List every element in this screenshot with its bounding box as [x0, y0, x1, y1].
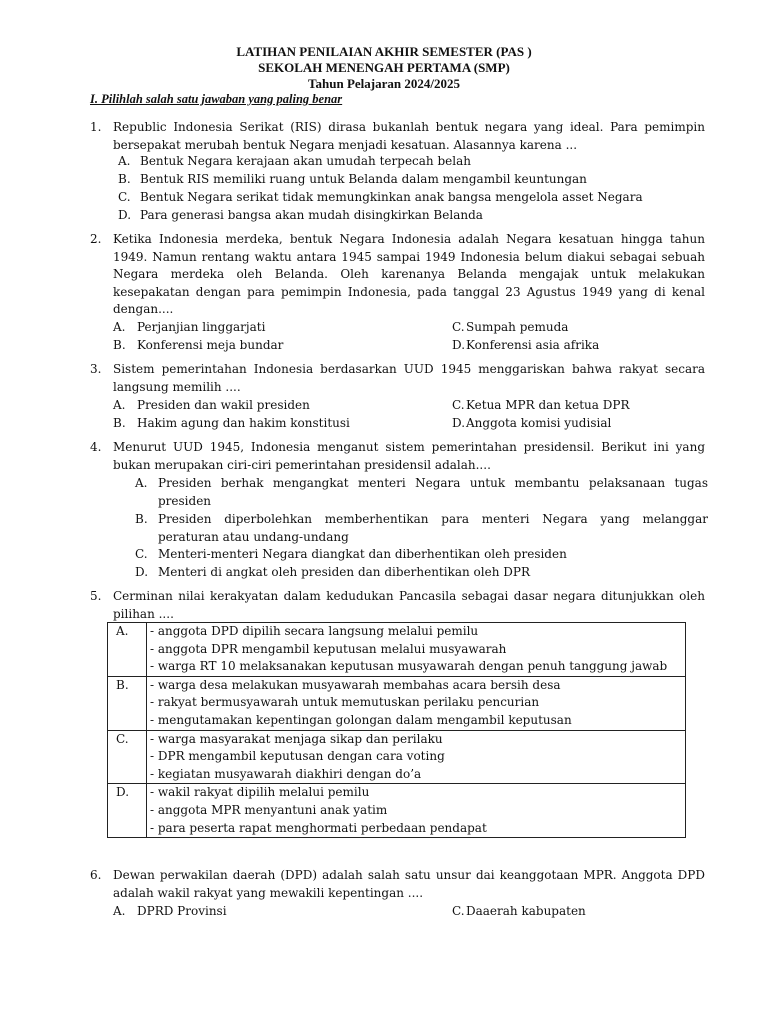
option-a: [113, 903, 227, 921]
option-text: Konferensi asia afrika: [466, 338, 600, 352]
row-letter: D.: [108, 784, 147, 838]
option-letter: C.: [452, 904, 465, 918]
row-line: - anggota DPR mengambil keputusan melalui musyawarah: [150, 641, 507, 656]
option-b: [113, 337, 283, 355]
option-c: [452, 903, 586, 921]
option-text: Bentuk Negara kerajaan akan umudah terpecah belah: [140, 154, 471, 168]
table-row: [108, 676, 686, 730]
question-number: 3.: [90, 362, 102, 376]
question-number: 6.: [90, 868, 102, 882]
option-a: [118, 153, 471, 171]
option-a: [113, 397, 310, 415]
question-number: 4.: [90, 440, 102, 454]
option-letter: C.: [118, 190, 131, 204]
option-text: DPRD Provinsi: [137, 904, 227, 918]
row-line: - wakil rakyat dipilih melalui pemilu: [150, 785, 370, 800]
row-line: - warga masyarakat menjaga sikap dan perilaku: [150, 731, 443, 746]
option-letter: B.: [118, 172, 131, 186]
row-content: [147, 784, 686, 838]
row-content: [147, 623, 686, 677]
header-title: LATIHAN PENILAIAN AKHIR SEMESTER (PAS ): [236, 44, 532, 59]
option-a-text: Presiden berhak mengangkat menteri Negara untuk membantu pelaksanaan tugas presiden: [158, 476, 708, 508]
row-content: [147, 730, 686, 784]
option-c: [118, 189, 643, 207]
row-line: - anggota MPR menyantuni anak yatim: [150, 802, 388, 817]
option-text: Presiden dan wakil presiden: [137, 398, 310, 412]
option-b: [118, 171, 587, 189]
question-text: Ketika Indonesia merdeka, bentuk Negara Indonesia adalah Negara kesatuan hingga tahun 1949. Namun rentang waktu antara 1945 sampai 1949 Indonesia belum diakui sebagai sebuah Negara merdeka oleh Belanda. Oleh karenanya Belanda mengajak untuk melakukan kesepakatan dengan para pemimpin Indonesia, pada tanggal 23 Agustus 1949 yang di kenal dengan....: [113, 232, 705, 317]
option-letter: D.: [452, 338, 466, 352]
option-letter: D.: [452, 416, 466, 430]
option-text: Para generasi bangsa akan mudah disingkirkan Belanda: [140, 208, 483, 222]
section-instruction: I. Pilihlah salah satu jawaban yang paling benar: [90, 92, 343, 106]
option-d: [452, 415, 611, 433]
option-letter: A.: [135, 476, 148, 490]
question-number: 2.: [90, 232, 102, 246]
table-row: [108, 623, 686, 677]
option-letter: A.: [113, 904, 126, 918]
row-line: - mengutamakan kepentingan golongan dalam mengambil keputusan: [150, 712, 572, 727]
option-letter: A.: [118, 154, 131, 168]
option-c: [452, 319, 568, 337]
option-letter: A.: [113, 320, 126, 334]
row-line: - kegiatan musyawarah diakhiri dengan do’a: [150, 766, 422, 781]
row-letter: A.: [108, 623, 147, 677]
option-d-text: Menteri di angkat oleh presiden dan diberhentikan oleh DPR: [158, 565, 530, 579]
option-text: Bentuk Negara serikat tidak memungkinkan anak bangsa mengelola asset Negara: [140, 190, 643, 204]
option-letter: C.: [452, 398, 465, 412]
question-text: Dewan perwakilan daerah (DPD) adalah salah satu unsur dai keanggotaan MPR. Anggota DPD adalah wakil rakyat yang mewakili kepentingan ....: [113, 868, 705, 900]
header-year: Tahun Pelajaran 2024/2025: [308, 76, 460, 91]
option-letter: B.: [135, 512, 148, 526]
row-line: - DPR mengambil keputusan dengan cara voting: [150, 749, 445, 764]
option-letter: B.: [113, 416, 126, 430]
option-b-text: Presiden diperbolehkan memberhentikan para menteri Negara yang melanggar peraturan atau undang-undang: [158, 512, 708, 544]
option-c-text: Menteri-menteri Negara diangkat dan diberhentikan oleh presiden: [158, 547, 567, 561]
option-letter: C.: [135, 547, 148, 561]
option-text: Daaerah kabupaten: [466, 904, 586, 918]
question-text: Sistem pemerintahan Indonesia berdasarkan UUD 1945 menggariskan bahwa rakyat secara langsung memilih ....: [113, 362, 705, 394]
header-school: SEKOLAH MENENGAH PERTAMA (SMP): [258, 60, 510, 75]
option-a: [113, 319, 265, 337]
row-letter: C.: [108, 730, 147, 784]
option-b: [113, 415, 350, 433]
row-line: - rakyat bermusyawarah untuk memutuskan perilaku pencurian: [150, 695, 540, 710]
row-line: - anggota DPD dipilih secara langsung melalui pemilu: [150, 624, 479, 638]
option-d: [452, 337, 599, 355]
question-number: 5.: [90, 589, 102, 603]
answer-table: [107, 622, 686, 838]
question-text: Cerminan nilai kerakyatan dalam kedudukan Pancasila sebagai dasar negara ditunjukkan oleh pilihan ....: [113, 589, 705, 621]
option-text: Anggota komisi yudisial: [466, 416, 612, 430]
option-text: Hakim agung dan hakim konstitusi: [137, 416, 350, 430]
option-text: Bentuk RIS memiliki ruang untuk Belanda dalam mengambil keuntungan: [140, 172, 587, 186]
option-text: Perjanjian linggarjati: [137, 320, 266, 334]
option-text: Sumpah pemuda: [466, 320, 569, 334]
option-letter: B.: [113, 338, 126, 352]
option-letter: C.: [452, 320, 465, 334]
question-number: 1.: [90, 120, 102, 134]
option-d: [118, 207, 483, 225]
table-row: [108, 784, 686, 838]
option-text: Konferensi meja bundar: [137, 338, 284, 352]
question-text: Republic Indonesia Serikat (RIS) dirasa bukanlah bentuk negara yang ideal. Para pemimpin bersepakat merubah bentuk Negara menjadi kesatuan. Alasannya karena ...: [113, 120, 705, 152]
row-line: - warga RT 10 melaksanakan keputusan musyawarah dengan penuh tanggung jawab: [150, 659, 668, 674]
question-text: Menurut UUD 1945, Indonesia menganut sistem pemerintahan presidensil. Berikut ini yang bukan merupakan ciri-ciri pemerintahan presidensil adalah....: [113, 440, 705, 472]
table-row: [108, 730, 686, 784]
option-text: Ketua MPR dan ketua DPR: [466, 398, 630, 412]
row-line: - para peserta rapat menghormati perbedaan pendapat: [150, 820, 487, 835]
option-letter: D.: [118, 208, 132, 222]
row-line: - warga desa melakukan musyawarah membahas acara bersih desa: [150, 677, 561, 692]
option-c: [452, 397, 629, 415]
row-letter: B.: [108, 676, 147, 730]
row-content: [147, 676, 686, 730]
option-letter: D.: [135, 565, 149, 579]
option-letter: A.: [113, 398, 126, 412]
